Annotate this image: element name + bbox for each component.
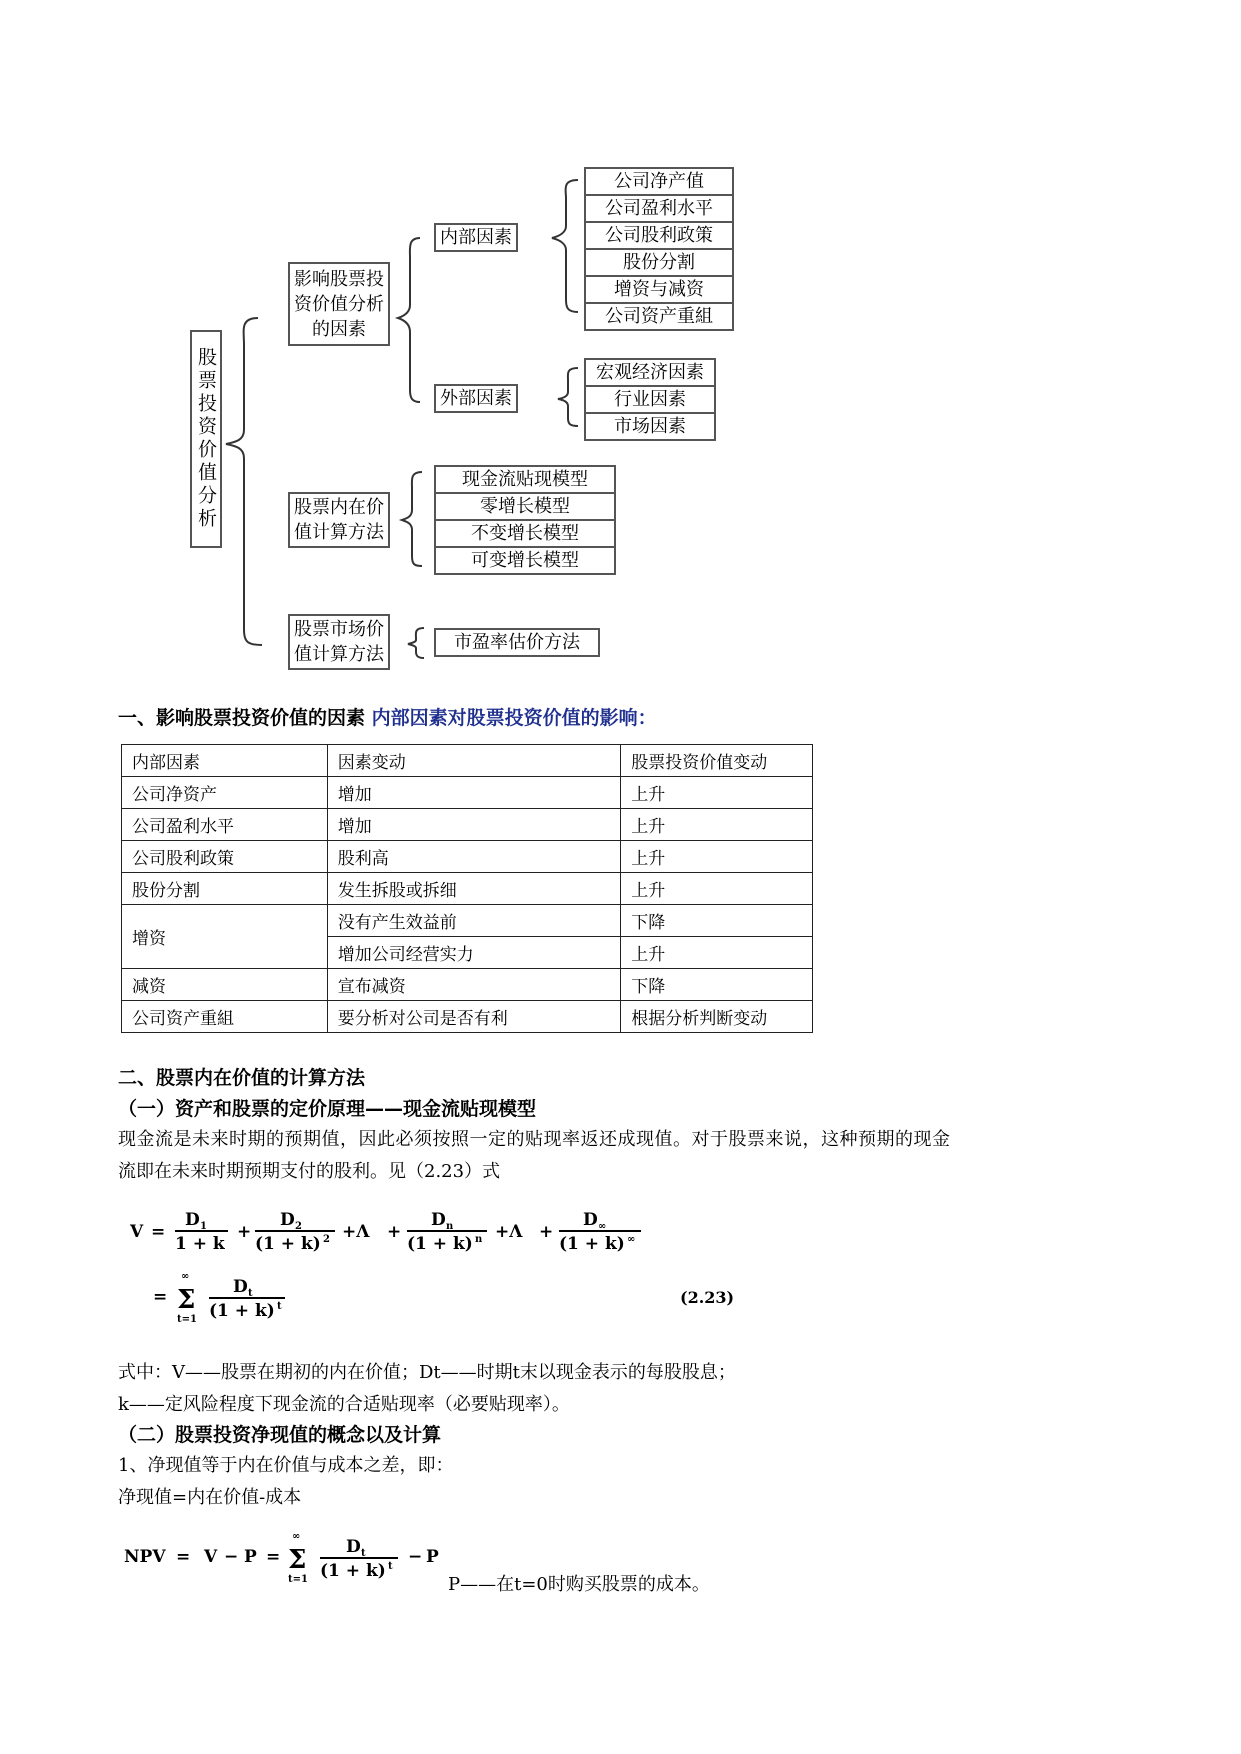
svg-text:2: 2 bbox=[295, 1221, 302, 1232]
svg-text:+Λ: +Λ bbox=[495, 1222, 523, 1242]
svg-text:1: 1 bbox=[200, 1221, 207, 1232]
table-cell: 宣布减资 bbox=[327, 969, 621, 1001]
paragraph-line: 现金流是未来时期的预期值，因此必须按照一定的贴现率返还成现值。对于股票来说，这种预期的现金 bbox=[118, 1129, 951, 1150]
intrinsic-method-node bbox=[288, 492, 390, 548]
section1-heading bbox=[118, 703, 657, 730]
svg-text:+Λ: +Λ bbox=[342, 1222, 370, 1242]
table-cell: 上升 bbox=[621, 937, 813, 969]
svg-text:1 + k: 1 + k bbox=[175, 1234, 225, 1254]
svg-text:t: t bbox=[388, 1561, 393, 1572]
table-cell: 上升 bbox=[621, 777, 813, 809]
svg-text:D: D bbox=[185, 1210, 200, 1230]
svg-text:t=1: t=1 bbox=[177, 1314, 197, 1325]
svg-text:D: D bbox=[583, 1210, 598, 1230]
internal-items-stack bbox=[584, 167, 734, 331]
svg-text:t: t bbox=[361, 1548, 366, 1559]
table-cell: 增加公司经营实力 bbox=[327, 937, 621, 969]
root-label: 股票投资价值分析 bbox=[195, 347, 217, 531]
internal-item: 公司净产值 bbox=[586, 169, 732, 196]
section2-sub1: （一）资产和股票的定价原理——现金流贴现模型 bbox=[118, 1098, 537, 1120]
svg-text:D: D bbox=[280, 1210, 295, 1230]
svg-text:Σ: Σ bbox=[177, 1285, 196, 1315]
table-header-row bbox=[122, 745, 813, 777]
external-factor-node bbox=[434, 384, 518, 413]
table-cell: 上升 bbox=[621, 873, 813, 905]
internal-factor-table bbox=[121, 744, 813, 1033]
root-node bbox=[190, 330, 222, 548]
intrinsic-method-label: 股票内在价值计算方法 bbox=[294, 497, 384, 543]
table-cell: 增加 bbox=[327, 809, 621, 841]
market-item-label: 市盈率估价方法 bbox=[454, 632, 580, 653]
svg-text:=: = bbox=[176, 1547, 191, 1567]
external-item: 市场因素 bbox=[614, 416, 686, 437]
svg-text:∞: ∞ bbox=[292, 1531, 301, 1542]
table-header-cell: 股票投资价值变动 bbox=[621, 745, 813, 777]
external-items-stack bbox=[584, 358, 716, 441]
internal-item: 增资与减资 bbox=[586, 277, 732, 304]
npv-line: 1、净现值等于内在价值与成本之差，即： bbox=[118, 1455, 454, 1476]
svg-text:P: P bbox=[244, 1547, 257, 1567]
svg-text:−: − bbox=[408, 1547, 423, 1567]
external-item: 行业因素 bbox=[586, 387, 714, 414]
svg-text:=: = bbox=[151, 1222, 166, 1242]
intrinsic-item: 可变增长模型 bbox=[471, 550, 579, 571]
paragraph-line: 流即在未来时期预期支付的股利。见（2.23）式 bbox=[118, 1161, 501, 1182]
intrinsic-item: 不变增长模型 bbox=[436, 521, 614, 548]
table-row bbox=[122, 777, 813, 809]
svg-text:+: + bbox=[237, 1222, 252, 1242]
internal-factor-label: 内部因素 bbox=[440, 227, 512, 248]
svg-text:(1 + k): (1 + k) bbox=[209, 1301, 275, 1321]
table-row bbox=[122, 873, 813, 905]
svg-text:D: D bbox=[431, 1210, 446, 1230]
npv-line: 净现值=内在价值-成本 bbox=[118, 1487, 302, 1508]
table-cell: 公司盈利水平 bbox=[122, 809, 328, 841]
note-line: k——定风险程度下现金流的合适贴现率（必要贴现率）。 bbox=[118, 1394, 570, 1415]
table-cell: 要分析对公司是否有利 bbox=[327, 1001, 621, 1033]
svg-text:=: = bbox=[153, 1287, 168, 1307]
section2-heading: 二、股票内在价值的计算方法 bbox=[118, 1067, 366, 1089]
svg-text:NPV: NPV bbox=[124, 1547, 166, 1567]
table-row bbox=[122, 841, 813, 873]
intrinsic-items-stack bbox=[434, 465, 616, 575]
table-cell: 发生拆股或拆细 bbox=[327, 873, 621, 905]
table-cell: 下降 bbox=[621, 969, 813, 1001]
svg-text:=: = bbox=[266, 1547, 281, 1567]
table-row bbox=[122, 969, 813, 1001]
section1-title: 一、影响股票投资价值的因素 bbox=[118, 707, 366, 729]
section2-sub2: （二）股票投资净现值的概念以及计算 bbox=[118, 1424, 442, 1446]
table-cell: 下降 bbox=[621, 905, 813, 937]
svg-text:(1 + k): (1 + k) bbox=[559, 1234, 625, 1254]
npv-formula bbox=[120, 1525, 460, 1600]
intrinsic-item: 现金流贴现模型 bbox=[436, 467, 614, 494]
svg-text:Σ: Σ bbox=[288, 1545, 307, 1575]
table-cell: 增资 bbox=[122, 905, 328, 969]
table-cell: 减资 bbox=[122, 969, 328, 1001]
table-cell: 根据分析判断变动 bbox=[621, 1001, 813, 1033]
table-cell: 上升 bbox=[621, 841, 813, 873]
svg-text:+: + bbox=[539, 1222, 554, 1242]
table-cell: 上升 bbox=[621, 809, 813, 841]
table-row bbox=[122, 809, 813, 841]
tree-brackets bbox=[0, 0, 1241, 700]
table-cell: 公司净资产 bbox=[122, 777, 328, 809]
svg-text:D: D bbox=[233, 1277, 248, 1297]
table-cell: 公司资产重組 bbox=[122, 1001, 328, 1033]
svg-text:(1 + k): (1 + k) bbox=[407, 1234, 473, 1254]
table-cell: 增加 bbox=[327, 777, 621, 809]
svg-text:∞: ∞ bbox=[598, 1221, 607, 1232]
table-row bbox=[122, 905, 813, 937]
internal-item: 公司资产重組 bbox=[605, 306, 713, 327]
market-item-node bbox=[434, 628, 600, 657]
svg-text:V: V bbox=[204, 1547, 218, 1567]
intrinsic-item: 零增长模型 bbox=[436, 494, 614, 521]
svg-text:+: + bbox=[387, 1222, 402, 1242]
svg-text:∞: ∞ bbox=[627, 1234, 636, 1245]
svg-text:P: P bbox=[426, 1547, 439, 1567]
table-cell: 股份分割 bbox=[122, 873, 328, 905]
market-method-node bbox=[288, 614, 390, 670]
external-factor-label: 外部因素 bbox=[440, 388, 512, 409]
svg-text:t=1: t=1 bbox=[288, 1574, 308, 1585]
internal-item: 公司股利政策 bbox=[586, 223, 732, 250]
svg-text:2: 2 bbox=[323, 1234, 330, 1245]
note-line: 式中：V——股票在期初的内在价值；Dt——时期t末以现金表示的每股股息； bbox=[118, 1362, 736, 1383]
external-item: 宏观经济因素 bbox=[586, 360, 714, 387]
table-cell: 股利高 bbox=[327, 841, 621, 873]
internal-factor-node bbox=[434, 223, 518, 252]
svg-text:∞: ∞ bbox=[181, 1271, 190, 1282]
p-note: P——在t=0时购买股票的成本。 bbox=[448, 1574, 710, 1595]
equation-number: (2.23) bbox=[680, 1288, 735, 1307]
internal-item: 股份分割 bbox=[586, 250, 732, 277]
svg-text:t: t bbox=[248, 1288, 253, 1299]
factor-node bbox=[288, 262, 390, 346]
dcf-formula bbox=[125, 1200, 765, 1330]
table-cell: 没有产生效益前 bbox=[327, 905, 621, 937]
table-row bbox=[122, 1001, 813, 1033]
market-method-label: 股票市场价值计算方法 bbox=[294, 619, 384, 665]
table-cell: 公司股利政策 bbox=[122, 841, 328, 873]
svg-text:n: n bbox=[446, 1221, 454, 1232]
svg-text:n: n bbox=[475, 1234, 483, 1245]
svg-text:t: t bbox=[277, 1301, 282, 1312]
svg-text:−: − bbox=[224, 1547, 239, 1567]
table-header-cell: 内部因素 bbox=[122, 745, 328, 777]
svg-text:D: D bbox=[346, 1537, 361, 1557]
table-header-cell: 因素变动 bbox=[327, 745, 621, 777]
internal-item: 公司盈利水平 bbox=[586, 196, 732, 223]
svg-text:(1 + k): (1 + k) bbox=[320, 1561, 386, 1581]
svg-text:(1 + k): (1 + k) bbox=[255, 1234, 321, 1254]
svg-text:V: V bbox=[130, 1222, 144, 1242]
section1-subtitle: 内部因素对股票投资价值的影响： bbox=[371, 707, 657, 729]
factor-label: 影响股票投资价值分析的因素 bbox=[294, 268, 384, 340]
